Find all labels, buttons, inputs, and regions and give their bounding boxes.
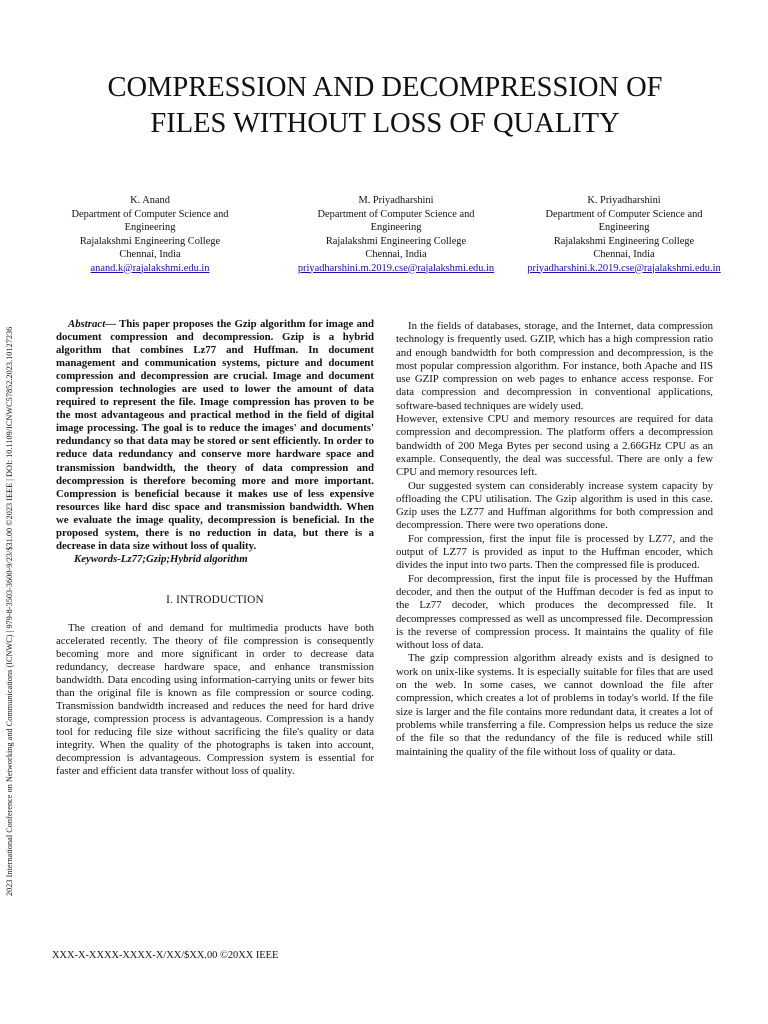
intro-paragraph: The creation of and demand for multimedia products have both accelerated recently. The theory of file compression is consequently becoming more and more significant in order to decrease data redundancy, decrease hardware space, and enhance transmission bandwidth. Data encoding using information-carrying units or fewer bits than the original file is known as file compression or source coding. Transmission bandwidth increased and reduces the need for hard drive storage, compression process is advantageous. Compression is a handy tool for reducing file size without sacrificing the file's quality or data integrity. When the quality of the photographs is taken into account, decompression is advantageous. Compression system is essential for faster and efficient data transfer without loss of quality.	[56, 621, 374, 778]
author-2	[296, 194, 496, 275]
author-block	[40, 194, 740, 294]
author-name: K. Anand	[130, 195, 170, 206]
author-3	[524, 194, 724, 275]
right-column	[396, 320, 713, 759]
abstract	[56, 318, 374, 553]
author-location: Chennai, India	[593, 249, 655, 260]
body-paragraph-4: For compression, first the input file is processed by LZ77, and the output of LZ77 is provided as input to the Huffman encoder, which divides the input into two parts. Then the compressed file is produced.	[396, 532, 713, 572]
author-college: Rajalakshmi Engineering College	[79, 235, 221, 247]
author-department: Department of Computer Science and Engineering	[545, 208, 703, 233]
left-column	[56, 318, 374, 779]
body-paragraph-5: For decompression, first the input file is processed by the Huffman decoder, and then the output of the Huffman decoder is fed as input to the Lz77 decoder, which produces the decompressed file. It decompresses compressed as well as uncompressed file. Decompression is the reverse of compression process. It maintains the quality of file without loss of data.	[396, 572, 713, 652]
author-email-link[interactable]: anand.k@rajalakshmi.edu.in	[90, 262, 210, 274]
author-email-link[interactable]: priyadharshini.k.2019.cse@rajalakshmi.edu.in	[527, 262, 721, 274]
author-department: Department of Computer Science and Engineering	[71, 208, 229, 233]
title-line-2: FILES WITHOUT LOSS OF QUALITY	[150, 108, 620, 139]
copyright-footer: XXX-X-XXXX-XXXX-X/XX/$XX.00 ©20XX IEEE	[52, 950, 279, 961]
abstract-lead: Abstract—	[68, 318, 116, 330]
body-paragraph-2: However, extensive CPU and memory resources are required for data compression and decompression. The platform offers a decompression bandwidth of 200 Mega Bytes per second using a 2.66GHz CPU as an example. Consequently, the deal was successful. There are only a few CPU and memory resources left.	[396, 413, 713, 479]
conference-citation-text: 2023 International Conference on Networking and Communications (ICNWC) | 979-8-3503-3600-9/23/$31.00 ©2023 IEEE | DOI: 10.1109/ICNWC57852.2023.10127236	[5, 326, 14, 896]
paper-title	[40, 70, 730, 142]
author-location: Chennai, India	[365, 249, 427, 260]
body-paragraph-6: The gzip compression algorithm already exists and is designed to work on unix-like systems. It is especially suitable for files that are used on the web. In some cases, we cannot download the file after compression, which creates a lot of problems in today's world. If the file size is larger and the file contains more redundant data, it creates a lot of problems while transferring a file. Compression helps us reduce the size of the file so that the redundancy of the file is reduced while still maintaining the quality of the file without loss of quality or data.	[396, 652, 713, 758]
author-name: M. Priyadharshini	[358, 195, 434, 206]
author-location: Chennai, India	[119, 249, 181, 260]
body-paragraph-3: Our suggested system can considerably increase system capacity by offloading the CPU utilisation. The Gzip algorithm is used in this case. Gzip uses the LZ77 and Huffman algorithms for both compression and decompression. There were two operations done.	[396, 479, 713, 532]
keywords: Keywords-Lz77;Gzip;Hybrid algorithm	[74, 552, 248, 565]
abstract-body: This paper proposes the Gzip algorithm for image and document compression and decompression. Gzip is a hybrid algorithm that combines Lz77 and Huffman. In document management and communication systems, picture and document compression and decompression are crucial. Image and document compression technologies are used to lower the amount of data required to represent the file. Image compression has proven to be the most advantageous and practical method in the field of digital image processing. The goal is to reduce the images' and documents' redundancy so that data may be stored or sent efficiently. In order to reduce data redundancy and conserve more hardware space and transmission bandwidth, the theory of data compression and decompression is therefore becoming more and more important. Compression is beneficial because it makes use of less expensive resources like hard disc space and transmission bandwidth. When we evaluate the image quality, decompression is beneficial. In the proposed system, there is no reduction in data, but there is a decrease in data size without loss of quality.	[56, 318, 374, 552]
conference-citation-sidebar	[3, 156, 17, 896]
author-college: Rajalakshmi Engineering College	[325, 235, 467, 247]
section-heading-introduction: I. INTRODUCTION	[166, 593, 264, 606]
author-department: Department of Computer Science and Engineering	[317, 208, 475, 233]
author-name: K. Priyadharshini	[587, 195, 661, 206]
title-line-1: COMPRESSION AND DECOMPRESSION OF	[107, 72, 663, 103]
author-email-link[interactable]: priyadharshini.m.2019.cse@rajalakshmi.edu.in	[297, 262, 495, 274]
author-college: Rajalakshmi Engineering College	[553, 235, 695, 247]
author-1	[50, 194, 250, 275]
body-paragraph-1: In the fields of databases, storage, and the Internet, data compression technology is frequently used. GZIP, which has a high compression ratio and enough bandwidth for both compression and decompression, is the most popular compression algorithm. For instance, both Apache and IIS use GZIP compression on web pages to enhance access response. For data compression and decompression in conventional applications, software-based techniques are widely used.	[396, 320, 713, 412]
